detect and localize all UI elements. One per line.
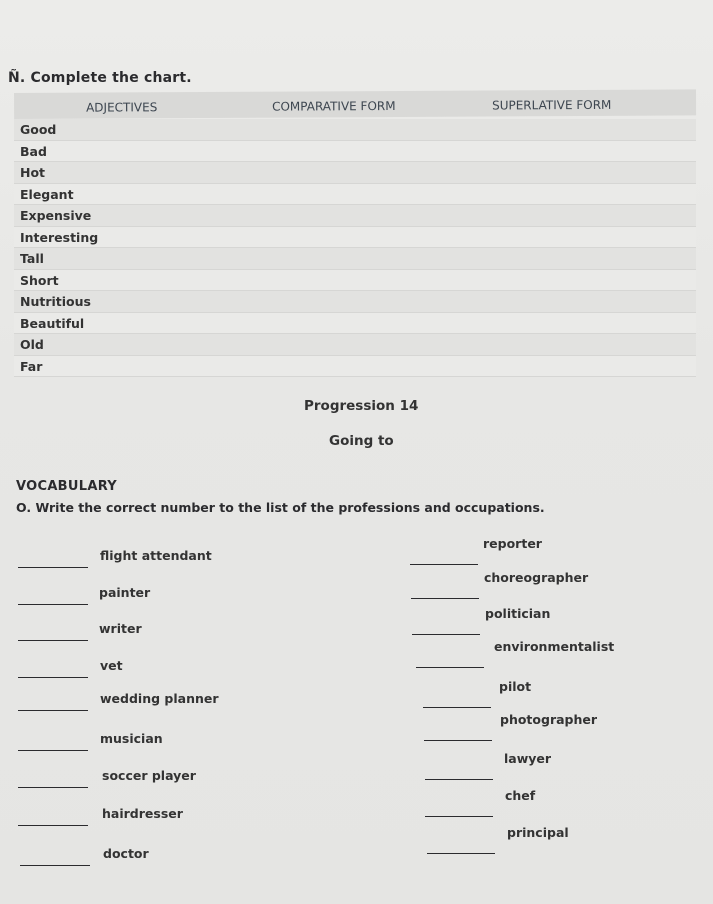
topic-heading: Going to [329, 433, 394, 449]
profession-label: flight attendant [100, 548, 212, 563]
chart-row [14, 162, 696, 184]
profession-item [410, 536, 690, 565]
profession-label: reporter [483, 536, 542, 551]
profession-label: writer [99, 621, 142, 636]
adjective-cell: Beautiful [20, 315, 85, 331]
profession-label: lawyer [504, 751, 552, 766]
adjective-cell: Good [20, 122, 57, 137]
profession-item [18, 691, 298, 711]
answer-blank[interactable] [18, 710, 88, 711]
chart-row [14, 141, 696, 163]
profession-item [423, 679, 703, 708]
profession-item [411, 570, 691, 599]
profession-item [18, 548, 298, 568]
answer-blank[interactable] [416, 667, 484, 668]
profession-item [18, 658, 298, 678]
answer-blank[interactable] [18, 825, 88, 826]
chart-row [14, 313, 696, 335]
adjectives-chart [14, 93, 696, 373]
answer-blank[interactable] [411, 598, 479, 599]
adjective-cell: Nutritious [20, 294, 91, 309]
adjective-cell: Elegant [20, 186, 74, 202]
answer-blank[interactable] [412, 634, 480, 635]
answer-blank[interactable] [18, 677, 88, 678]
answer-blank[interactable] [20, 865, 90, 866]
profession-item [425, 788, 705, 817]
profession-label: photographer [500, 712, 598, 727]
profession-label: musician [100, 731, 163, 746]
profession-item [412, 606, 692, 635]
chart-row [14, 205, 696, 227]
profession-item [427, 825, 707, 854]
profession-item [18, 768, 298, 788]
chart-rows [14, 119, 696, 377]
answer-blank[interactable] [18, 567, 88, 568]
profession-item [18, 731, 298, 751]
profession-label: painter [99, 585, 151, 600]
profession-label: environmentalist [494, 639, 615, 654]
profession-label: politician [485, 606, 551, 621]
profession-label: principal [507, 825, 569, 840]
answer-blank[interactable] [425, 779, 493, 780]
profession-label: doctor [103, 846, 149, 861]
section-n-title: Ñ. Complete the chart. [8, 70, 192, 86]
profession-label: vet [100, 658, 123, 673]
chart-header-row [14, 89, 696, 119]
adjective-cell: Old [20, 337, 44, 352]
answer-blank[interactable] [18, 787, 88, 788]
section-o-instruction: O. Write the correct number to the list of the professions and occupations. [16, 500, 545, 515]
answer-blank[interactable] [410, 564, 478, 565]
adjective-cell: Tall [20, 251, 44, 266]
adjective-cell: Hot [20, 165, 46, 180]
header-comparative: COMPARATIVE FORM [272, 99, 396, 114]
profession-label: choreographer [484, 570, 589, 585]
adjective-cell: Far [20, 358, 43, 374]
answer-blank[interactable] [18, 604, 88, 605]
answer-blank[interactable] [425, 816, 493, 817]
chart-row [14, 291, 696, 313]
progression-heading: Progression 14 [304, 398, 419, 414]
profession-item [416, 639, 696, 668]
answer-blank[interactable] [424, 740, 492, 741]
profession-label: soccer player [102, 768, 196, 783]
chart-row [14, 334, 696, 356]
chart-row [14, 248, 696, 270]
adjective-cell: Bad [20, 143, 47, 159]
answer-blank[interactable] [18, 750, 88, 751]
chart-row [14, 356, 696, 378]
profession-item [425, 751, 705, 780]
answer-blank[interactable] [18, 640, 88, 641]
chart-row [14, 227, 696, 249]
answer-blank[interactable] [423, 707, 491, 708]
profession-label: hairdresser [102, 806, 183, 821]
chart-row [14, 119, 696, 141]
answer-blank[interactable] [427, 853, 495, 854]
adjective-cell: Expensive [20, 208, 92, 223]
profession-item [18, 806, 298, 826]
profession-item [18, 585, 298, 605]
vocabulary-title: VOCABULARY [16, 479, 118, 494]
profession-item [18, 621, 298, 641]
chart-row [14, 184, 696, 206]
header-superlative: SUPERLATIVE FORM [492, 97, 612, 113]
profession-label: chef [505, 788, 536, 803]
profession-item [424, 712, 704, 741]
header-adjectives: ADJECTIVES [86, 100, 158, 115]
adjective-cell: Interesting [20, 229, 99, 245]
adjective-cell: Short [20, 272, 59, 288]
chart-row [14, 270, 696, 292]
profession-label: wedding planner [100, 691, 219, 706]
profession-label: pilot [499, 679, 532, 694]
profession-item [20, 846, 300, 866]
